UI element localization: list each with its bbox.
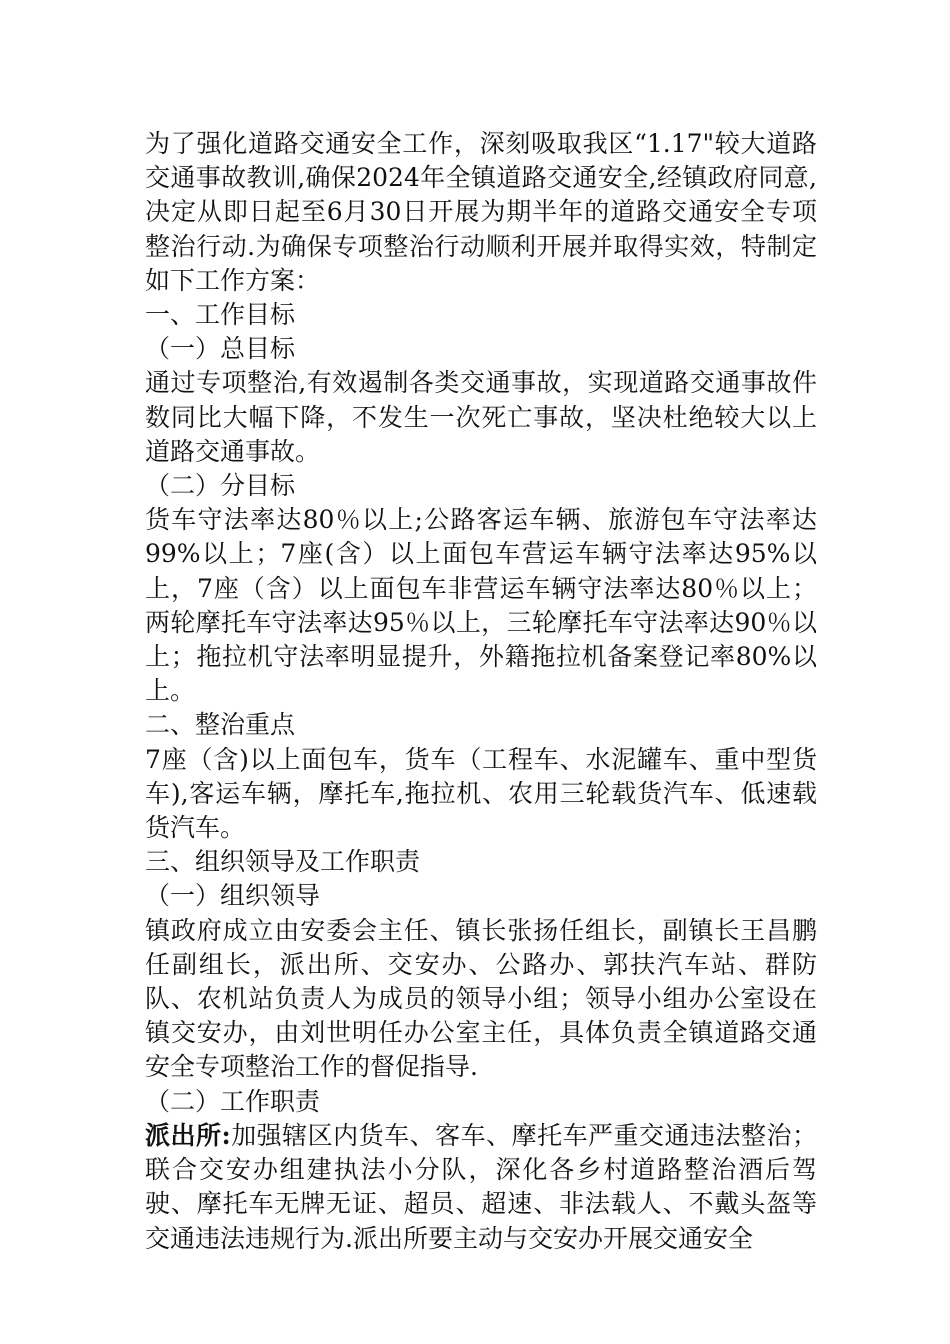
section-2-heading: 二、整治重点 bbox=[145, 710, 296, 740]
section-1-sub-1-paragraph: 通过专项整治,有效遏制各类交通事故，实现道路交通事故件数同比大幅下降，不发生一次死亡事故，坚决杜绝较大以上道路交通事故。 bbox=[145, 368, 817, 466]
police-station-lead: 派出所: bbox=[145, 1120, 231, 1150]
section-1-heading: 一、工作目标 bbox=[145, 300, 296, 330]
police-station-duties: 加强辖区内货车、客车、摩托车严重交通违法整治；联合交安办组建执法小分队，深化各乡村道路整治酒后驾驶、摩托车无牌无证、超员、超速、非法载人、不戴头盔等交通违法违规行为.派出所要主动与交安办开展交通安全 bbox=[145, 1120, 817, 1253]
intro-paragraph: 为了强化道路交通安全工作，深刻吸取我区“1.17"较大道路交通事故教训,确保2024年全镇道路交通安全,经镇政府同意,决定从即日起至6月30日开展为期半年的道路交通安全专项整治行动.为确保专项整治行动顺利开展并取得实效，特制定如下工作方案： bbox=[145, 129, 817, 295]
section-1-sub-2-paragraph: 货车守法率达80％以上;公路客运车辆、旅游包车守法率达99%以上；7座(含）以上面包车营运车辆守法率达95%以上，7座（含）以上面包车非营运车辆守法率达80％以上；两轮摩托车守法率达95％以上，三轮摩托车守法率达90％以上；拖拉机守法率明显提升，外籍拖拉机备案登记率80%以上。 bbox=[145, 505, 817, 706]
section-3-heading: 三、组织领导及工作职责 bbox=[145, 847, 421, 877]
section-2-paragraph: 7座（含)以上面包车，货车（工程车、水泥罐车、重中型货车),客运车辆，摩托车,拖拉机、农用三轮载货汽车、低速载货汽车。 bbox=[145, 744, 817, 843]
section-3-sub-1-paragraph: 镇政府成立由安委会主任、镇长张扬任组长，副镇长王昌鹏任副组长，派出所、交安办、公路办、郭扶汽车站、群防队、农机站负责人为成员的领导小组；领导小组办公室设在镇交安办，由刘世明任办公室主任，具体负责全镇道路交通安全专项整治工作的督促指导. bbox=[145, 915, 817, 1082]
section-1-sub-1-heading: （一）总目标 bbox=[145, 334, 296, 364]
section-3-sub-1-heading: （一）组织领导 bbox=[145, 881, 321, 911]
section-1-sub-2-heading: （二）分目标 bbox=[145, 471, 296, 501]
section-3-sub-2-paragraph bbox=[145, 1119, 817, 1256]
document-body bbox=[145, 127, 817, 1256]
section-3-sub-2-heading: （二）工作职责 bbox=[145, 1086, 321, 1116]
